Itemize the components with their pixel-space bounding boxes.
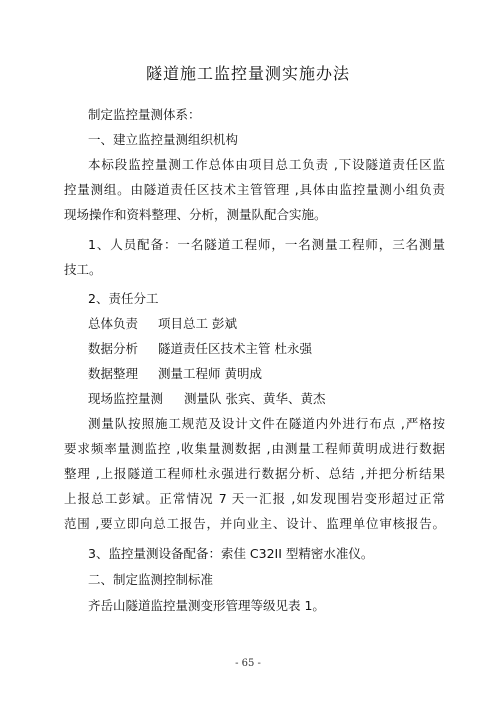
- item-3: 3、监控量测设备配备：索佳 C32II 型精密水准仪。: [88, 546, 374, 561]
- paragraph-2-line-1: 测量队按照施工规范及设计文件在隧道内外进行布点 ,严格按: [88, 416, 445, 431]
- item-1-line-2: 技工。: [64, 262, 102, 277]
- duty-row: [88, 390, 325, 408]
- section-heading-2: 二、制定监测控制标准: [88, 572, 214, 587]
- duty-person: 测量队 张宾、黄华、黄杰: [184, 391, 326, 406]
- paragraph-2-line-4: 上报总工彭斌。正常情况 7 天一汇报 ,如发现围岩变形超过正常: [64, 491, 445, 506]
- duty-role: 总体负责: [88, 316, 139, 331]
- heading-system: 制定监控量测体系：: [88, 107, 201, 122]
- document-title: 隧道施工监控量测实施办法: [145, 64, 350, 83]
- section-heading-1: 一、建立监控量测组织机构: [88, 132, 239, 147]
- duty-role: 数据分析: [88, 341, 139, 356]
- paragraph-2-line-3: 整理 ,上报隧道工程师杜永强进行数据分析、总结 ,并把分析结果: [64, 466, 445, 481]
- paragraph-1-line-1: 本标段监控量测工作总体由项目总工负责 ,下设隧道责任区监: [88, 157, 445, 172]
- duty-person: 隧道责任区技术主管 杜永强: [158, 341, 312, 356]
- duty-row: [88, 340, 312, 358]
- paragraph-2-line-5: 范围 ,要立即向总工报告，并向业主、设计、监理单位审核报告。: [64, 516, 445, 531]
- duty-role: 数据整理: [88, 366, 139, 381]
- paragraph-3: 齐岳山隧道监控量测变形管理等级见表 1。: [88, 598, 325, 613]
- paragraph-2-line-2: 要求频率量测监控 ,收集量测数据 ,由测量工程师黄明成进行数据: [64, 441, 445, 456]
- paragraph-1-line-2: 控量测组。由隧道责任区技术主管管理 ,具体由监控量测小组负责: [64, 182, 445, 197]
- duty-person: 项目总工 彭斌: [158, 316, 237, 331]
- item-1-line-1: 1、人员配备：一名隧道工程师，一名测量工程师，三名测量: [88, 237, 445, 252]
- duty-role: 现场监控量测: [88, 391, 164, 406]
- duty-person: 测量工程师 黄明成: [158, 366, 262, 381]
- page-number: - 65 -: [235, 658, 261, 669]
- duty-row: [88, 365, 262, 383]
- duty-row: [88, 315, 237, 333]
- paragraph-1-line-3: 现场操作和资料整理、分析，测量队配合实施。: [64, 207, 327, 222]
- item-2-heading: 2、责任分工: [88, 291, 159, 306]
